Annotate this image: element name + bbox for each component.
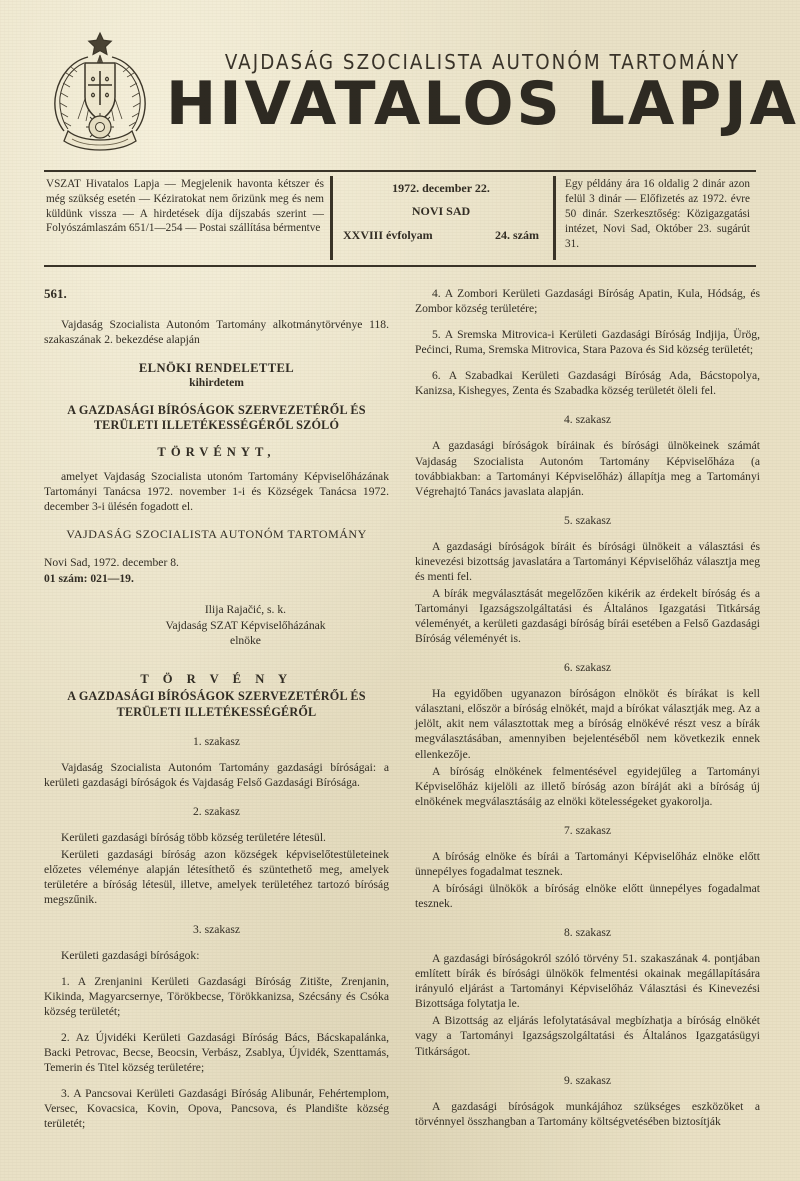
price-and-editorial-info: Egy példány ára 16 oldalig 2 dinár azon felül 3 dinár — Előfizetés az 1972. évre 50 dinár. Szerkesztőség: Közigazgatási intézet, Novi Sad, Október 23. sugárút 31. [565, 178, 750, 250]
decree-title: A GAZDASÁGI BÍRÓSÁGOK SZERVEZETÉRŐL ÉS TERÜLETI ILLETÉKESSÉGÉRŐL SZÓLÓ [67, 402, 366, 433]
adoption-text: amelyet Vajdaság Szocialista utonóm Tartomány Képviselőházának Tartományi Tanácsa 1972. november 1-i és Községek Tanácsa 1972. december 3-i ülésén fogadott el. [44, 469, 389, 513]
issue-info [330, 176, 556, 260]
masthead-rule-top [44, 170, 756, 172]
section-5-label: 5. szakasz [564, 513, 611, 527]
signatory-name: Ilija Rajačić, s. k. [204, 603, 287, 617]
court-list-item: 3. A Pancsovai Kerületi Gazdasági Bíróság Alibunár, Fehértemplom, Versec, Kovacsica, Kovin, Opova, Pancsova, és Plandište község területét; [44, 1087, 389, 1131]
section-6-label: 6. szakasz [564, 661, 611, 675]
issue-number: 24. szám [495, 227, 539, 242]
masthead-title: HIVATALOS LAPJA [166, 69, 799, 140]
issue-place: NOVI SAD [411, 204, 471, 219]
item-number: 561. [44, 286, 67, 301]
signature-block [44, 602, 389, 649]
section-5-paragraph-2: A bírák megválasztását megelőzően kikérik az érdekelt bíróság és a Tartományi Igazságszolgáltatási és Általános Igazgatási Titkárság véleményét, a kerületi gazdasági bíróság bírái esetében a Felső Gazdasági Bíróság véleményét is. [415, 586, 760, 646]
section-1-label: 1. szakasz [193, 734, 240, 748]
court-list-item: 2. Az Újvidéki Kerületi Gazdasági Bíróság Bács, Bácskapalánka, Backi Petrovac, Becse, Beocsin, Verbász, Zsablya, Újvidék, Szenttamás, Temerin és Titel község területére; [44, 1030, 389, 1074]
section-3-intro: Kerületi gazdasági bíróságok: [61, 948, 200, 962]
masthead-info-strip [44, 176, 756, 260]
coat-of-arms-emblem-icon [44, 27, 156, 157]
section-9-text: A gazdasági bíróságok munkájához szükséges eszközöket a törvénnyel összhangban a Tartomány költségvetésében biztosítják [415, 1099, 760, 1128]
section-3-label: 3. szakasz [193, 922, 240, 936]
decree-object: TÖRVÉNYT, [157, 444, 276, 459]
dateline [44, 555, 389, 589]
court-list-item: 4. A Zombori Kerületi Gazdasági Bíróság Apatin, Kula, Hódság, és Zombor község területére; [415, 287, 760, 316]
section-8-paragraph-2: A Bizottság az eljárás lefolytatásával megbízhatja a bíróság elnökét vagy a Tartományi Igazságszolgáltatási és Általános Igazgatásügyi Titkárságot. [415, 1014, 760, 1058]
masthead-titles [156, 50, 799, 140]
publication-info: VSZAT Hivatalos Lapja — Megjelenik havonta kétszer és még szükség esetén — Kéziratokat nem őrizünk meg és nem küldünk vissza — A hirdetések díja díjszabás szerint — Folyószámlaszám 651/1—254 — Postai szállítása bérmentve [46, 178, 324, 235]
section-7-label: 7. szakasz [564, 823, 611, 837]
section-4-text: A gazdasági bíróságok bíráinak és bírósági ülnökeinek számát Vajdaság Szocialista Autonóm Tartomány Képviselőháza (a továbbiakban: a Tartományi Képviselőház) állapítja meg a Tartományi Végrehajtó Tanács javaslata alapján. [415, 439, 760, 498]
dateline-file-number: 01 szám: 021—19. [44, 572, 134, 586]
section-7-paragraph-1: A bíróság elnöke és bírái a Tartományi Képviselőház elnöke előtt ünnepélyes fogadalmat tesznek. [415, 849, 760, 878]
law-word: T Ö R V É N Y [140, 672, 293, 687]
masthead-rule-bottom [44, 265, 756, 267]
masthead [44, 22, 799, 162]
article-body [44, 286, 760, 1163]
section-7-paragraph-2: A bírósági ülnökök a bíróság elnöke előtt ünnepélyes fogadalmat tesznek. [415, 881, 760, 910]
decree-heading [44, 360, 389, 391]
section-6-paragraph-1: Ha egyidőben ugyanazon bíróságon elnököt és bírákat is kell választani, először a bíróság elnökét, majd a bírókat választják meg. Az a jelölt, akit nem választottak meg a bíróság elnökévé részt vesz a bírák megválasztásában, amennyiben bejelentéséből nem következik ennek ellenkezője. [415, 687, 760, 761]
court-list-item: 6. A Szabadkai Kerületi Gazdasági Bíróság Ada, Bácstopolya, Kanizsa, Kishegyes, Zenta és Szabadka község területét öleli fel. [415, 369, 760, 398]
section-8-paragraph-1: A gazdasági bíróságokról szóló törvény 51. szakaszának 4. pontjában említett bírák és bírósági ülnökök felmentési okainak megállapítására irányuló eljárást a Tartományi Képviselőház Választási és Kinevezési Bizottsága folytatja le. [415, 952, 760, 1011]
section-2-paragraph-2: Kerületi gazdasági bíróság azon községek képviselőtestületeinek előzetes véleménye alapján létesíthető és szüntethető meg, amelyek területére a bíróság létesül, illetve, amelyek területéhez tartozó bíróság megszűnik. [44, 848, 389, 907]
decree-kind: ELNÖKI RENDELETTEL [138, 361, 295, 376]
court-list-item: 5. A Sremska Mitrovica-i Kerületi Gazdasági Bíróság Indjija, Ürög, Pećinci, Ruma, Sremska Mitrovica, Stara Pazova és Sid község területét; [415, 328, 760, 357]
section-8-label: 8. szakasz [564, 926, 611, 940]
masthead-supertitle: VAJDASÁG SZOCIALISTA AUTONÓM TARTOMÁNY [224, 50, 741, 75]
issue-volume: XXVIII évfolyam [343, 227, 433, 242]
column-left [44, 286, 389, 1163]
section-9-label: 9. szakasz [564, 1073, 611, 1087]
section-2-paragraph-1: Kerületi gazdasági bíróság több község területére létesül. [61, 831, 326, 845]
preamble-text: Vajdaság Szocialista Autonóm Tartomány alkotmánytörvénye 118. szakaszának 2. bekezdése alapján [44, 317, 389, 346]
court-list-item: 1. A Zrenjanini Kerületi Gazdasági Bíróság Zitište, Zrenjanin, Kikinda, Magyarcsernye, Törökbecse, Törökkanizsa, Szécsány és Csóka község területét; [44, 974, 389, 1018]
issuing-organ: VAJDASÁG SZOCIALISTA AUTONÓM TARTOMÁNY [66, 527, 367, 541]
section-4-label: 4. szakasz [564, 413, 611, 427]
decree-verb: kihirdetem [189, 376, 244, 390]
section-1-text: Vajdaság Szocialista Autonóm Tartomány gazdasági bíróságai: a kerületi gazdasági bíróságok és Vajdaság Felső Gazdasági Bírósága. [44, 761, 389, 790]
law-title: A GAZDASÁGI BÍRÓSÁGOK SZERVEZETÉRŐL ÉS TERÜLETI ILLETÉKESSÉGÉRŐL [67, 689, 366, 719]
column-right [415, 286, 760, 1163]
signatory-title-line-2: elnöke [230, 634, 261, 648]
issue-date: 1972. december 22. [392, 181, 490, 195]
section-5-paragraph-1: A gazdasági bíróságok bíráit és bírósági ülnökeit a választási és kinevezési bizottság javaslatára a Tartományi Képviselőház választja meg és menti fel. [415, 539, 760, 583]
signatory-title-line-1: Vajdaság SZAT Képviselőházának [165, 618, 326, 632]
section-2-label: 2. szakasz [193, 805, 240, 819]
section-6-paragraph-2: A bíróság elnökének felmentésével egyidejűleg a Tartományi Képviselőház kijelöli az illető bíróság azon bíráját aki a bíróság új elnökének megválasztásáig az elnöki kötelességeket gyakorolja. [415, 764, 760, 808]
dateline-place-date: Novi Sad, 1972. december 8. [44, 555, 179, 569]
